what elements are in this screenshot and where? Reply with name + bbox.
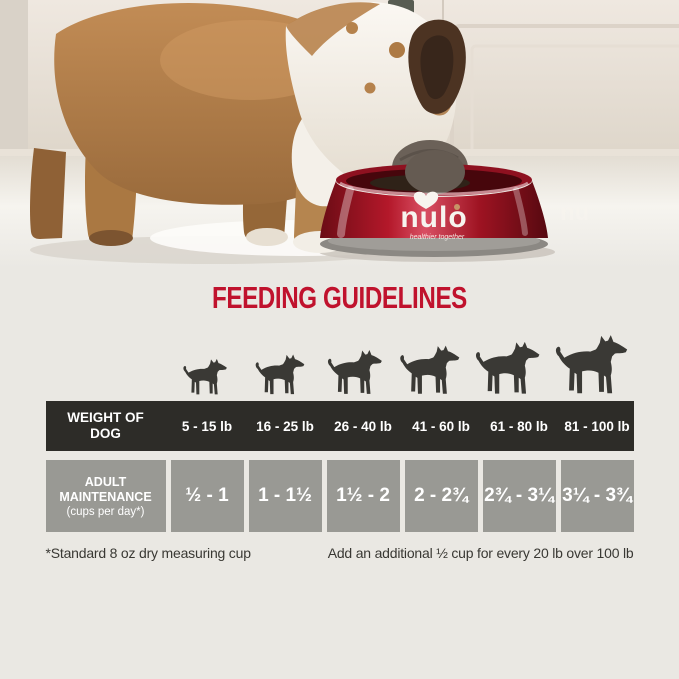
cups-cell: ½ - 1: [171, 460, 244, 532]
footnote-additional-cup: Add an additional ½ cup for every 20 lb over 100 lb: [327, 545, 634, 561]
bulldog-photo-illustration: [0, 0, 679, 268]
weight-header-row: [46, 401, 634, 451]
cups-cell: 1½ - 2: [327, 460, 400, 532]
footnote-measuring-cup: *Standard 8 oz dry measuring cup: [45, 545, 251, 561]
adult-maintenance-label: ADULT MAINTENANCE: [59, 474, 152, 504]
weight-cell: 41 - 60 lb: [412, 418, 470, 434]
cups-cell: 2¾ - 3¼: [483, 460, 556, 532]
footnotes: [46, 545, 634, 561]
dog-size-icons-row: [46, 322, 634, 396]
dog-silhouette-great-dane-icon: [552, 326, 634, 396]
dog-silhouette-cattle-dog-icon: [471, 340, 547, 396]
cabinet-edge: [0, 0, 28, 156]
feeding-table: [46, 322, 634, 561]
adult-maintenance-label-cell: [46, 460, 166, 532]
weight-of-dog-label-cell: [46, 410, 166, 442]
cups-per-day-sublabel: (cups per day*): [66, 505, 145, 518]
dog-silhouette-boxer-icon: [325, 342, 387, 396]
bowl-logo-text: nulo: [400, 201, 468, 234]
dog-silhouette-rottweiler-icon: [397, 340, 465, 396]
weight-cell: 61 - 80 lb: [490, 418, 548, 434]
bowl-logo-wrap-text: nu: [560, 199, 590, 226]
hero-photo: [0, 0, 679, 268]
weight-of-dog-label: WEIGHT OF DOG: [67, 409, 144, 441]
dog-silhouette-terrier-icon: [253, 350, 309, 396]
weight-cell: 81 - 100 lb: [564, 418, 630, 434]
dog-silhouette-chihuahua-icon: [181, 356, 231, 396]
bowl-tagline-text: healthier together: [409, 234, 465, 241]
page-title: FEEDING GUIDELINES: [212, 280, 467, 315]
cups-cell: 3¼ - 3¾: [561, 460, 634, 532]
adult-maintenance-row: [46, 460, 634, 532]
weight-cell: 26 - 40 lb: [334, 418, 392, 434]
cups-cell: 1 - 1½: [249, 460, 322, 532]
weight-cell: 16 - 25 lb: [256, 418, 314, 434]
weight-cell: 5 - 15 lb: [181, 418, 233, 434]
cups-cell: 2 - 2¾: [405, 460, 478, 532]
